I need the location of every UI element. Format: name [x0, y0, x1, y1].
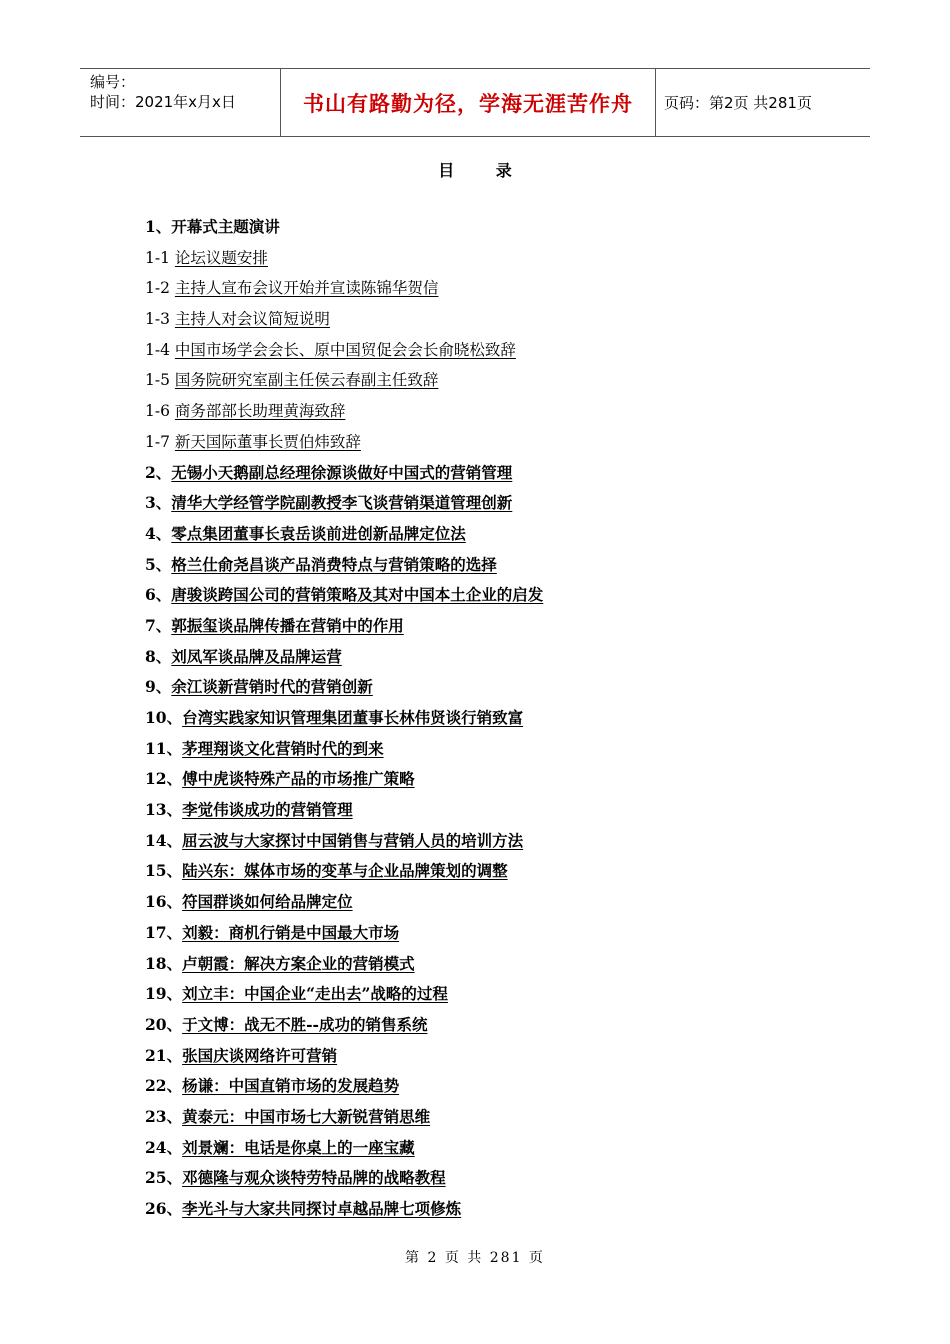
toc-entry-number: 1-6: [145, 402, 175, 421]
toc-entry[interactable]: [145, 949, 543, 980]
toc-entry-link[interactable]: 主持人宣布会议开始并宣读陈锦华贺信: [174, 279, 439, 298]
toc-entry-number: 1-1: [145, 248, 175, 267]
motto-text: 书山有路勤为径，学海无涯苦作舟: [303, 91, 633, 116]
toc-entry-number: 1-4: [145, 340, 175, 359]
toc-entry-number: 16、: [145, 892, 183, 912]
toc-entry-number: 1、: [145, 217, 172, 236]
page-number-label: 页码：第2页 共281页: [664, 94, 812, 112]
toc-entry-number: 26、: [145, 1199, 183, 1218]
toc-entry-link[interactable]: 刘景斓：电话是你桌上的一座宝藏: [182, 1137, 415, 1157]
toc-entry-number: 24、: [145, 1137, 183, 1157]
toc-entry-link[interactable]: 屈云波与大家探讨中国销售与营销人员的培训方法: [182, 830, 524, 850]
toc-entry-number: 22、: [145, 1076, 183, 1096]
toc-entry-number: 6、: [145, 585, 172, 605]
toc-entry-link[interactable]: 符国群谈如何给品牌定位: [182, 892, 353, 912]
toc-entry[interactable]: [145, 488, 543, 519]
toc-entry-number: 2、: [145, 462, 172, 482]
toc-entry[interactable]: [145, 887, 543, 918]
toc-title: 目 录: [438, 161, 530, 180]
toc-entry-link[interactable]: 零点集团董事长袁岳谈前进创新品牌定位法: [171, 523, 466, 543]
toc-entry[interactable]: [145, 365, 543, 396]
toc-entry[interactable]: [145, 519, 543, 550]
toc-entry-number: 8、: [145, 646, 172, 666]
time-label: 时间：2021年x月x日: [90, 93, 236, 111]
toc-entry-number: 4、: [145, 523, 172, 543]
toc-entry-link[interactable]: 清华大学经管学院副教授李飞谈营销渠道管理创新: [171, 493, 513, 513]
header-motto-cell: [281, 69, 656, 136]
toc-entry[interactable]: [145, 1133, 543, 1164]
toc-entry[interactable]: [145, 1163, 543, 1194]
toc-entry-number: 18、: [145, 953, 183, 973]
toc-entry-number: 14、: [145, 830, 183, 850]
toc-entry-link[interactable]: 卢朝霞：解决方案企业的营销模式: [182, 953, 415, 973]
toc-entry-link[interactable]: 杨谦：中国直销市场的发展趋势: [182, 1076, 400, 1096]
toc-entry[interactable]: [145, 703, 543, 734]
toc-entry-link[interactable]: 格兰仕俞尧昌谈产品消费特点与营销策略的选择: [171, 554, 497, 574]
table-of-contents: [145, 212, 543, 1225]
toc-entry-link[interactable]: 李光斗与大家共同探讨卓越品牌七项修炼: [182, 1199, 462, 1218]
toc-entry-link[interactable]: 无锡小天鹅副总经理徐源谈做好中国式的营销管理: [171, 462, 513, 482]
toc-entry-number: 17、: [145, 922, 183, 942]
toc-entry[interactable]: [145, 856, 543, 887]
toc-entry-number: 3、: [145, 493, 172, 513]
toc-entry[interactable]: [145, 243, 543, 274]
page-footer: 第 2 页 共 281 页: [405, 1250, 545, 1266]
toc-entry-link[interactable]: 张国庆谈网络许可营销: [182, 1045, 338, 1065]
toc-entry-number: 5、: [145, 554, 172, 574]
toc-entry-number: 1-5: [145, 371, 175, 390]
toc-entry[interactable]: [145, 1010, 543, 1041]
toc-entry-link[interactable]: 台湾实践家知识管理集团董事长林伟贤谈行销致富: [182, 708, 524, 727]
toc-entry-link[interactable]: 中国市场学会会长、原中国贸促会会长俞晓松致辞: [174, 340, 516, 359]
toc-entry[interactable]: [145, 458, 543, 489]
toc-entry-link[interactable]: 国务院研究室副主任侯云春副主任致辞: [174, 371, 439, 390]
toc-entry[interactable]: [145, 335, 543, 366]
toc-entry-number: 15、: [145, 861, 183, 881]
toc-entry-number: 12、: [145, 769, 183, 789]
toc-entry[interactable]: [145, 734, 543, 765]
toc-entry-number: 9、: [145, 677, 172, 697]
header-page-cell: [656, 69, 870, 136]
toc-entry[interactable]: [145, 672, 543, 703]
toc-entry-link[interactable]: 新天国际董事长贾伯炜致辞: [174, 432, 361, 451]
toc-entry[interactable]: [145, 580, 543, 611]
toc-entry-link[interactable]: 刘立丰：中国企业“走出去”战略的过程: [182, 984, 448, 1004]
toc-entry-number: 1-3: [145, 310, 175, 329]
toc-entry[interactable]: [145, 550, 543, 581]
toc-entry[interactable]: [145, 826, 543, 857]
header-meta-cell: [80, 69, 281, 136]
toc-entry-link[interactable]: 郭振玺谈品牌传播在营销中的作用: [171, 615, 404, 635]
toc-entry-number: 7、: [145, 615, 172, 635]
toc-entry-link[interactable]: 开幕式主题演讲: [171, 217, 280, 236]
toc-entry-number: 23、: [145, 1106, 183, 1126]
toc-entry-number: 19、: [145, 984, 183, 1004]
toc-entry[interactable]: [145, 1041, 543, 1072]
toc-entry-link[interactable]: 刘毅：商机行销是中国最大市场: [182, 922, 400, 942]
toc-entry-number: 11、: [145, 738, 183, 758]
toc-entry-link[interactable]: 刘凤军谈品牌及品牌运营: [171, 646, 342, 666]
toc-entry-link[interactable]: 论坛议题安排: [174, 248, 268, 267]
toc-entry-link[interactable]: 商务部部长助理黄海致辞: [174, 402, 346, 421]
toc-entry-link[interactable]: 于文博：战无不胜--成功的销售系统: [182, 1014, 428, 1034]
toc-entry-link[interactable]: 黄泰元：中国市场七大新锐营销思维: [182, 1106, 431, 1126]
toc-entry[interactable]: [145, 1071, 543, 1102]
toc-entry-link[interactable]: 李觉伟谈成功的营销管理: [182, 800, 353, 820]
toc-entry-number: 20、: [145, 1014, 183, 1034]
toc-entry-link[interactable]: 邓德隆与观众谈特劳特品牌的战略教程: [182, 1168, 446, 1188]
toc-entry-number: 10、: [145, 708, 183, 727]
toc-entry[interactable]: [145, 611, 543, 642]
number-label: 编号：: [90, 73, 136, 91]
toc-entry[interactable]: [145, 1102, 543, 1133]
toc-entry-link[interactable]: 茅理翔谈文化营销时代的到来: [182, 738, 384, 758]
toc-entry[interactable]: [145, 918, 543, 949]
toc-entry-link[interactable]: 余江谈新营销时代的营销创新: [171, 677, 373, 697]
toc-entry-link[interactable]: 主持人对会议简短说明: [174, 310, 330, 329]
page-header: [80, 68, 870, 137]
toc-entry[interactable]: [145, 764, 543, 795]
toc-entry-number: 21、: [145, 1045, 183, 1065]
toc-entry-number: 25、: [145, 1168, 183, 1188]
toc-entry[interactable]: [145, 273, 543, 304]
toc-entry-number: 13、: [145, 800, 183, 820]
toc-entry-number: 1-7: [145, 432, 175, 451]
toc-entry[interactable]: [145, 396, 543, 427]
toc-entry[interactable]: [145, 427, 543, 458]
toc-entry-link[interactable]: 陆兴东：媒体市场的变革与企业品牌策划的调整: [182, 861, 508, 881]
toc-entry-link[interactable]: 傅中虎谈特殊产品的市场推广策略: [182, 769, 415, 789]
toc-entry[interactable]: [145, 795, 543, 826]
toc-entry[interactable]: [145, 1194, 543, 1225]
toc-entry[interactable]: [145, 212, 543, 243]
toc-entry[interactable]: [145, 304, 543, 335]
toc-entry[interactable]: [145, 642, 543, 673]
toc-entry[interactable]: [145, 979, 543, 1010]
toc-entry-link[interactable]: 唐骏谈跨国公司的营销策略及其对中国本土企业的启发: [171, 585, 544, 605]
toc-entry-number: 1-2: [145, 279, 175, 298]
